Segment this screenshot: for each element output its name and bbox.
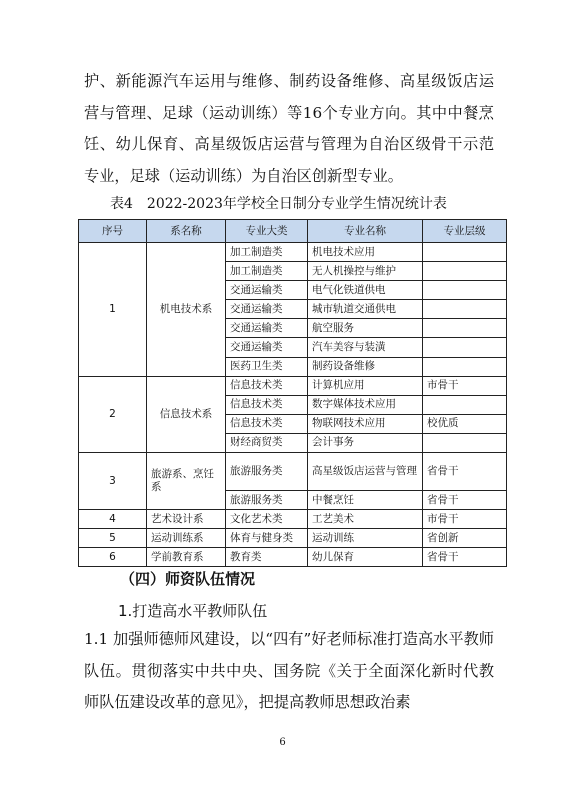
major-cell: 计算机应用 <box>308 376 423 395</box>
dept-cell: 旅游系、烹饪系 <box>147 453 226 510</box>
table-row <box>79 529 507 548</box>
major-cell: 物联网技术应用 <box>308 414 423 433</box>
major-cell: 运动训练 <box>308 529 423 548</box>
major-cell: 机电技术应用 <box>308 243 423 262</box>
category-cell: 信息技术类 <box>226 376 308 395</box>
level-cell <box>423 281 507 300</box>
row-number-cell: 3 <box>79 453 147 510</box>
subsection-heading: 1.打造高水平教师队伍 <box>118 602 268 620</box>
major-cell: 无人机操控与维护 <box>308 262 423 281</box>
category-cell: 加工制造类 <box>226 243 308 262</box>
table-row <box>79 453 507 491</box>
dept-cell: 学前教育系 <box>147 548 226 567</box>
level-cell: 市骨干 <box>423 376 507 395</box>
row-number-cell: 2 <box>79 376 147 452</box>
dept-cell: 机电技术系 <box>147 243 226 377</box>
major-cell: 幼儿保育 <box>308 548 423 567</box>
level-cell: 市骨干 <box>423 510 507 529</box>
major-cell: 汽车美容与装潢 <box>308 338 423 357</box>
page-number: 6 <box>279 737 286 748</box>
header-cell: 序号 <box>79 220 147 243</box>
level-cell: 省骨干 <box>423 453 507 491</box>
category-cell: 信息技术类 <box>226 395 308 414</box>
category-cell: 旅游服务类 <box>226 491 308 510</box>
category-cell: 文化艺术类 <box>226 510 308 529</box>
table-caption: 表4 2022-2023年学校全日制分专业学生情况统计表 <box>110 196 447 212</box>
level-cell <box>423 243 507 262</box>
body-paragraph: 1.1 加强师德师风建设，以“四有”好老师标准打造高水平教师队伍。贯彻落实中共中央、国务院《关于全面深化新时代教师队伍建设改革的意见》，把提高教师思想政治素 <box>84 630 494 711</box>
major-cell: 电气化铁道供电 <box>308 281 423 300</box>
dept-cell: 信息技术系 <box>147 376 226 452</box>
category-cell: 教育类 <box>226 548 308 567</box>
major-cell: 数字媒体技术应用 <box>308 395 423 414</box>
row-number-cell: 4 <box>79 510 147 529</box>
category-cell: 医药卫生类 <box>226 357 308 376</box>
table-row <box>79 548 507 567</box>
table-row <box>79 376 507 395</box>
header-cell: 专业层级 <box>423 220 507 243</box>
level-cell: 省骨干 <box>423 548 507 567</box>
category-cell: 交通运输类 <box>226 300 308 319</box>
level-cell <box>423 319 507 338</box>
major-cell: 会计事务 <box>308 433 423 452</box>
category-cell: 交通运输类 <box>226 319 308 338</box>
major-cell: 航空服务 <box>308 319 423 338</box>
table-row <box>79 243 507 262</box>
table-header-row <box>79 220 507 243</box>
category-cell: 交通运输类 <box>226 338 308 357</box>
major-cell: 中餐烹饪 <box>308 491 423 510</box>
body-paragraph: 护、新能源汽车运用与维修、制药设备维修、高星级饭店运营与管理、足球（运动训练）等16个专业方向。其中中餐烹饪、幼儿保育、高星级饭店运营与管理为自治区级骨干示范专业，足球（运动训练）为自治区创新型专业。 <box>84 72 494 185</box>
level-cell <box>423 433 507 452</box>
level-cell: 省创新 <box>423 529 507 548</box>
level-cell: 校优质 <box>423 414 507 433</box>
category-cell: 财经商贸类 <box>226 433 308 452</box>
category-cell: 体育与健身类 <box>226 529 308 548</box>
table-row <box>79 510 507 529</box>
major-cell: 工艺美术 <box>308 510 423 529</box>
category-cell: 交通运输类 <box>226 281 308 300</box>
row-number-cell: 5 <box>79 529 147 548</box>
major-cell: 制药设备维修 <box>308 357 423 376</box>
header-cell: 专业名称 <box>308 220 423 243</box>
category-cell: 信息技术类 <box>226 414 308 433</box>
level-cell: 省骨干 <box>423 491 507 510</box>
section-heading: （四）师资队伍情况 <box>120 570 256 588</box>
row-number-cell: 6 <box>79 548 147 567</box>
major-statistics-table <box>78 219 507 567</box>
dept-cell: 运动训练系 <box>147 529 226 548</box>
level-cell <box>423 300 507 319</box>
level-cell <box>423 395 507 414</box>
level-cell <box>423 357 507 376</box>
category-cell: 加工制造类 <box>226 262 308 281</box>
major-cell: 城市轨道交通供电 <box>308 300 423 319</box>
header-cell: 专业大类 <box>226 220 308 243</box>
row-number-cell: 1 <box>79 243 147 377</box>
level-cell <box>423 338 507 357</box>
level-cell <box>423 262 507 281</box>
header-cell: 系名称 <box>147 220 226 243</box>
category-cell: 旅游服务类 <box>226 453 308 491</box>
major-cell: 高星级饭店运营与管理 <box>308 453 423 491</box>
dept-cell: 艺术设计系 <box>147 510 226 529</box>
